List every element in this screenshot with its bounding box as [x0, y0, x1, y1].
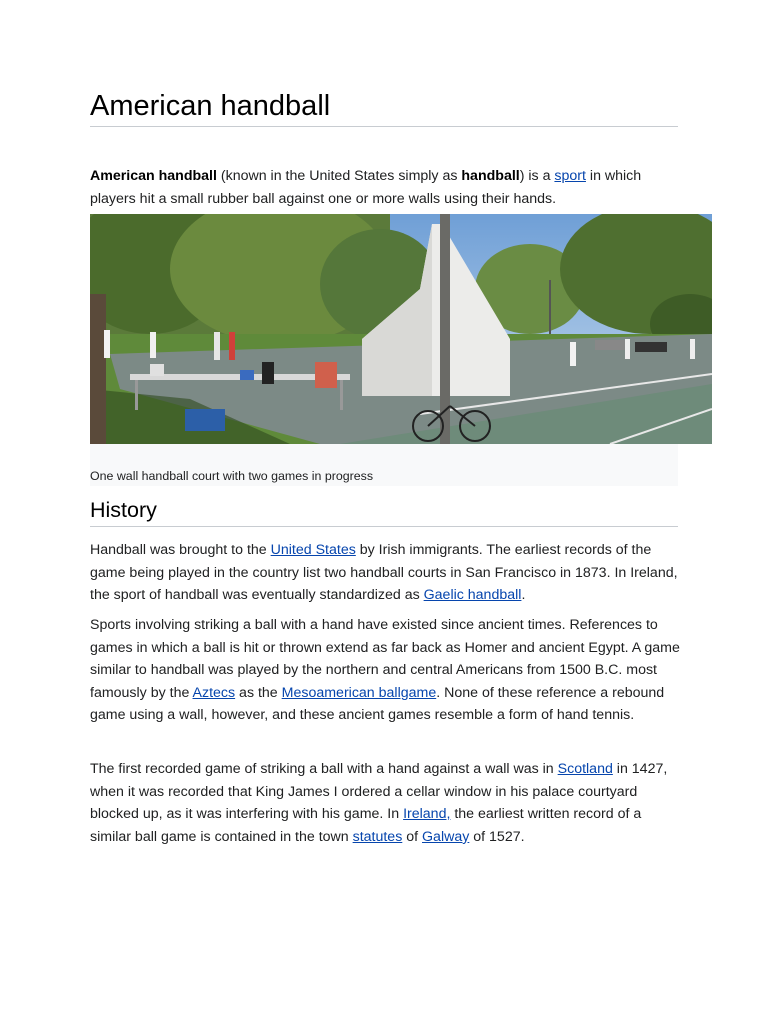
- intro-bold-handball: handball: [461, 168, 520, 184]
- intro-text-3: in which players hit a small rubber ball against one or more walls using their hands.: [90, 168, 642, 207]
- handball-court-figure: [90, 214, 712, 444]
- history-p1-text-2: by Irish immigrants. The earliest records of the game being played in the country list two handball courts in San Francisco in 1873. In Ireland, the sport of handball was eventually standardized as: [90, 542, 678, 604]
- handball-court-photo[interactable]: [90, 214, 712, 444]
- history-paragraph-3: [90, 758, 686, 848]
- link-scotland[interactable]: Scotland: [557, 761, 613, 777]
- link-gaelic-handball[interactable]: Gaelic handball: [423, 587, 522, 604]
- history-paragraph-1: [90, 539, 686, 607]
- intro-text-2: ) is a: [519, 168, 555, 184]
- history-p3-text-3: the earliest written record of a similar ball game is contained in the town: [90, 806, 642, 845]
- history-paragraph-2: [90, 614, 686, 727]
- link-statutes[interactable]: statutes: [352, 828, 403, 845]
- link-ireland[interactable]: Ireland,: [403, 806, 451, 823]
- intro-paragraph: [90, 165, 686, 210]
- history-p2-text-1: Sports involving striking a ball with a hand have existed since ancient times. References to games in which a ball is hit or thrown extend as far back as Homer and ancient Egypt. A game similar to handball was played by the northern and central Americans from 1500 B.C. most famously by the: [90, 617, 680, 701]
- page-title: American handball: [90, 88, 678, 127]
- figure-caption: One wall handball court with two games in progress: [90, 469, 374, 483]
- history-p1-text-1: Handball was brought to the: [90, 542, 271, 558]
- history-p3-text-1: The first recorded game of striking a ball with a hand against a wall was in: [90, 761, 558, 777]
- link-sport[interactable]: sport: [554, 168, 586, 184]
- history-p2-text-3: . None of these reference a rebound game using a wall, however, and these ancient games resemble a form of hand tennis.: [90, 684, 665, 724]
- link-galway[interactable]: Galway: [422, 828, 470, 845]
- intro-text-1: (known in the United States simply as: [216, 168, 462, 184]
- history-heading: History: [90, 496, 678, 527]
- link-mesoamerican-ballgame[interactable]: Mesoamerican ballgame: [281, 684, 437, 701]
- history-p3-text-5: of 1527.: [469, 828, 525, 845]
- history-p3-text-2: in 1427, when it was recorded that King James I ordered a cellar window in his palace courtyard blocked up, as it was interfering with his game. In: [90, 761, 668, 823]
- link-united-states[interactable]: United States: [270, 542, 356, 558]
- figure-caption-box: [90, 444, 678, 486]
- history-p2-text-2: as the: [235, 684, 282, 701]
- intro-bold-term: American handball: [90, 168, 217, 184]
- link-aztecs[interactable]: Aztecs: [192, 684, 236, 701]
- history-p1-text-3: .: [521, 587, 526, 604]
- history-p3-text-4: of: [402, 828, 423, 845]
